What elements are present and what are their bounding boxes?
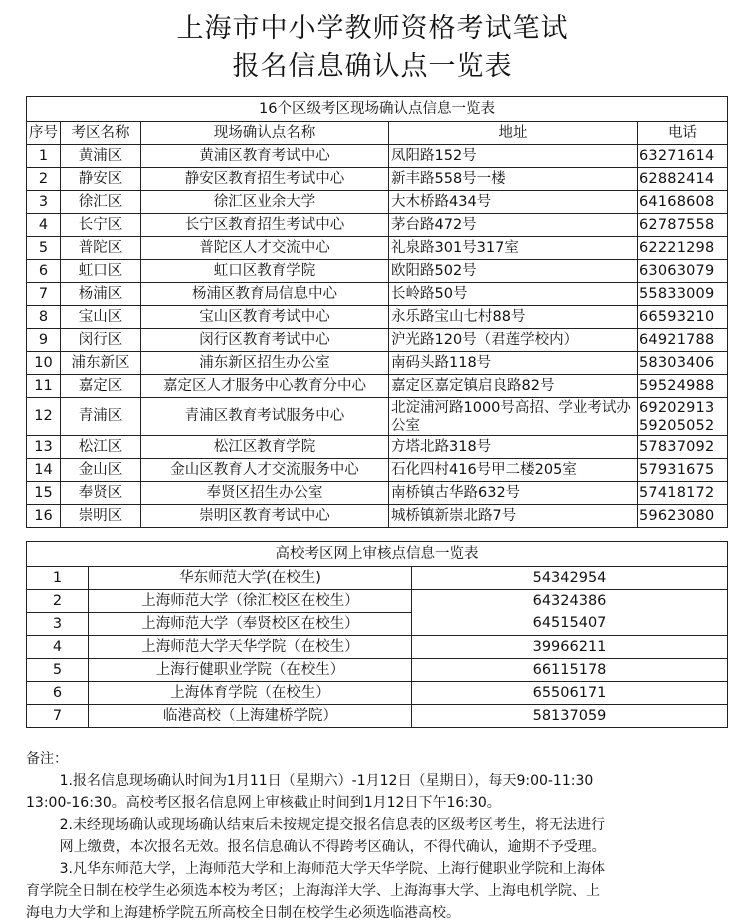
row-no: 16 bbox=[27, 505, 61, 528]
row-college: 上海体育学院（在校生） bbox=[89, 682, 412, 705]
row-phone: 62787558 bbox=[638, 214, 728, 237]
page-subtitle: 报名信息确认点一览表 bbox=[232, 51, 513, 82]
row-site: 黄浦区教育考试中心 bbox=[141, 145, 389, 168]
district-table bbox=[26, 96, 728, 528]
table-row bbox=[27, 436, 728, 459]
note-2-line-2: 网上缴费，本次报名无效。报名信息确认不得跨考区确认，不得代确认，逾期不予受理。 bbox=[59, 839, 606, 855]
row-site: 青浦区教育考试服务中心 bbox=[141, 398, 389, 436]
row-phone: 64515407 bbox=[412, 613, 728, 636]
row-no: 2 bbox=[27, 590, 89, 613]
college-section-heading: 高校考区网上审核点信息一览表 bbox=[27, 542, 728, 567]
row-address: 凤阳路152号 bbox=[389, 145, 638, 168]
row-no: 5 bbox=[27, 659, 89, 682]
row-address: 沪光路120号（君莲学校内） bbox=[389, 329, 638, 352]
notes-label: 备注： bbox=[26, 751, 68, 767]
table-row bbox=[27, 375, 728, 398]
row-district: 宝山区 bbox=[61, 306, 141, 329]
table-row bbox=[27, 237, 728, 260]
page-title: 上海市中小学教师资格考试笔试 bbox=[176, 13, 569, 44]
row-site: 嘉定区人才服务中心教育分中心 bbox=[141, 375, 389, 398]
row-no: 15 bbox=[27, 482, 61, 505]
row-site: 徐汇区业余大学 bbox=[141, 191, 389, 214]
table-row bbox=[27, 283, 728, 306]
row-site: 闵行区教育考试中心 bbox=[141, 329, 389, 352]
table-row bbox=[27, 214, 728, 237]
row-no: 10 bbox=[27, 352, 61, 375]
table-row bbox=[27, 168, 728, 191]
table-row bbox=[27, 398, 728, 436]
row-no: 6 bbox=[27, 682, 89, 705]
table-row bbox=[27, 567, 728, 590]
row-phone-cell bbox=[638, 398, 728, 436]
row-district: 松江区 bbox=[61, 436, 141, 459]
col-header-site: 现场确认点名称 bbox=[141, 122, 389, 145]
row-district: 虹口区 bbox=[61, 260, 141, 283]
row-phone: 65506171 bbox=[412, 682, 728, 705]
row-district: 徐汇区 bbox=[61, 191, 141, 214]
row-address: 嘉定区嘉定镇启良路82号 bbox=[389, 375, 638, 398]
row-district: 闵行区 bbox=[61, 329, 141, 352]
row-address: 南码头路118号 bbox=[389, 352, 638, 375]
row-address: 南桥镇古华路632号 bbox=[389, 482, 638, 505]
row-address: 大木桥路434号 bbox=[389, 191, 638, 214]
row-college: 华东师范大学(在校生) bbox=[89, 567, 412, 590]
row-no: 11 bbox=[27, 375, 61, 398]
college-table bbox=[26, 541, 728, 728]
row-address: 永乐路宝山七村88号 bbox=[389, 306, 638, 329]
note-3-line-3: 海电力大学和上海建桥学院五所高校全日制在校学生必须选临港高校。 bbox=[26, 905, 460, 921]
row-phone: 58303406 bbox=[638, 352, 728, 375]
row-phone: 55833009 bbox=[638, 283, 728, 306]
row-college: 上海师范大学天华学院（在校生） bbox=[89, 636, 412, 659]
row-no: 4 bbox=[27, 636, 89, 659]
row-phone: 57931675 bbox=[638, 459, 728, 482]
row-phone: 57418172 bbox=[638, 482, 728, 505]
row-site: 杨浦区教育局信息中心 bbox=[141, 283, 389, 306]
row-site: 松江区教育学院 bbox=[141, 436, 389, 459]
row-no: 13 bbox=[27, 436, 61, 459]
note-1-line-2: 13:00-16:30。高校考区报名信息网上审核截止时间到1月12日下午16:30。 bbox=[26, 795, 501, 811]
row-phone: 64324386 bbox=[412, 590, 728, 613]
note-3-line-2: 育学院全日制在校学生必须选本校为考区；上海海洋大学、上海海事大学、上海电机学院、上 bbox=[26, 883, 600, 899]
district-header-row bbox=[27, 122, 728, 145]
note-2-line-1: 2.未经现场确认或现场确认结束后未按规定提交报名信息表的区级考区考生，将无法进行 bbox=[59, 817, 605, 833]
row-district: 奉贤区 bbox=[61, 482, 141, 505]
row-address: 北淀浦河路1000号高招、学业考试办公室 bbox=[389, 398, 638, 436]
row-phone: 57837092 bbox=[638, 436, 728, 459]
row-no: 1 bbox=[27, 145, 61, 168]
row-no: 5 bbox=[27, 237, 61, 260]
district-section-heading: 16个区级考区现场确认点信息一览表 bbox=[27, 97, 728, 122]
row-phone: 59623080 bbox=[638, 505, 728, 528]
col-header-district: 考区名称 bbox=[61, 122, 141, 145]
row-no: 3 bbox=[27, 191, 61, 214]
row-phone: 62221298 bbox=[638, 237, 728, 260]
row-phone: 63063079 bbox=[638, 260, 728, 283]
row-district: 嘉定区 bbox=[61, 375, 141, 398]
row-district: 崇明区 bbox=[61, 505, 141, 528]
row-phone: 58137059 bbox=[412, 705, 728, 728]
table-row bbox=[27, 590, 728, 613]
table-row bbox=[27, 482, 728, 505]
row-site: 宝山区教育考试中心 bbox=[141, 306, 389, 329]
row-college: 上海行健职业学院（在校生） bbox=[89, 659, 412, 682]
row-phone: 54342954 bbox=[412, 567, 728, 590]
col-header-address: 地址 bbox=[389, 122, 638, 145]
row-district: 静安区 bbox=[61, 168, 141, 191]
row-site: 长宁区教育招生考试中心 bbox=[141, 214, 389, 237]
row-no: 2 bbox=[27, 168, 61, 191]
row-no: 14 bbox=[27, 459, 61, 482]
note-3-line-1: 3.凡华东师范大学，上海师范大学和上海师范大学天华学院、上海行健职业学院和上海体 bbox=[59, 861, 605, 877]
row-address: 方塔北路318号 bbox=[389, 436, 638, 459]
row-no: 6 bbox=[27, 260, 61, 283]
row-site: 奉贤区招生办公室 bbox=[141, 482, 389, 505]
col-header-no: 序号 bbox=[27, 122, 61, 145]
row-district: 普陀区 bbox=[61, 237, 141, 260]
notes-section bbox=[26, 748, 726, 924]
row-phone: 69202913 bbox=[639, 399, 715, 416]
row-address: 石化四村416号甲二楼205室 bbox=[389, 459, 638, 482]
row-site: 崇明区教育考试中心 bbox=[141, 505, 389, 528]
note-1-line-1: 1.报名信息现场确认时间为1月11日（星期六）-1月12日（星期日），每天9:00-11:30 bbox=[59, 773, 594, 789]
table-row bbox=[27, 145, 728, 168]
row-phone: 64921788 bbox=[638, 329, 728, 352]
row-phone: 66593210 bbox=[638, 306, 728, 329]
row-district: 青浦区 bbox=[61, 398, 141, 436]
row-phone: 64168608 bbox=[638, 191, 728, 214]
row-no: 7 bbox=[27, 283, 61, 306]
row-district: 浦东新区 bbox=[61, 352, 141, 375]
row-phone: 63271614 bbox=[638, 145, 728, 168]
row-address: 新丰路558号一楼 bbox=[389, 168, 638, 191]
table-row bbox=[27, 682, 728, 705]
row-district: 长宁区 bbox=[61, 214, 141, 237]
row-district: 黄浦区 bbox=[61, 145, 141, 168]
table-row bbox=[27, 191, 728, 214]
row-college: 上海师范大学（徐汇校区在校生） bbox=[89, 590, 412, 613]
row-no: 4 bbox=[27, 214, 61, 237]
row-phone: 59524988 bbox=[638, 375, 728, 398]
table-row bbox=[27, 659, 728, 682]
row-college: 临港高校（上海建桥学院） bbox=[89, 705, 412, 728]
row-phone: 39966211 bbox=[412, 636, 728, 659]
table-row bbox=[27, 636, 728, 659]
table-row bbox=[27, 705, 728, 728]
row-no: 9 bbox=[27, 329, 61, 352]
row-district: 金山区 bbox=[61, 459, 141, 482]
table-row bbox=[27, 260, 728, 283]
row-college: 上海师范大学（奉贤校区在校生） bbox=[89, 613, 412, 636]
row-site: 静安区教育招生考试中心 bbox=[141, 168, 389, 191]
table-row bbox=[27, 505, 728, 528]
table-row bbox=[27, 613, 728, 636]
row-no: 3 bbox=[27, 613, 89, 636]
table-row bbox=[27, 329, 728, 352]
row-district: 杨浦区 bbox=[61, 283, 141, 306]
row-site: 普陀区人才交流中心 bbox=[141, 237, 389, 260]
row-no: 1 bbox=[27, 567, 89, 590]
row-no: 12 bbox=[27, 398, 61, 436]
table-row bbox=[27, 306, 728, 329]
row-phone: 66115178 bbox=[412, 659, 728, 682]
row-site: 浦东新区招生办公室 bbox=[141, 352, 389, 375]
row-address: 城桥镇新崇北路7号 bbox=[389, 505, 638, 528]
row-site: 金山区教育人才交流服务中心 bbox=[141, 459, 389, 482]
row-no: 7 bbox=[27, 705, 89, 728]
row-phone: 62882414 bbox=[638, 168, 728, 191]
table-row bbox=[27, 352, 728, 375]
row-site: 虹口区教育学院 bbox=[141, 260, 389, 283]
row-address: 礼泉路301号317室 bbox=[389, 237, 638, 260]
table-row bbox=[27, 459, 728, 482]
row-address: 茅台路472号 bbox=[389, 214, 638, 237]
row-no: 8 bbox=[27, 306, 61, 329]
col-header-phone: 电话 bbox=[638, 122, 728, 145]
row-phone-2: 59205052 bbox=[639, 417, 715, 434]
row-address: 长岭路50号 bbox=[389, 283, 638, 306]
row-address: 欧阳路502号 bbox=[389, 260, 638, 283]
